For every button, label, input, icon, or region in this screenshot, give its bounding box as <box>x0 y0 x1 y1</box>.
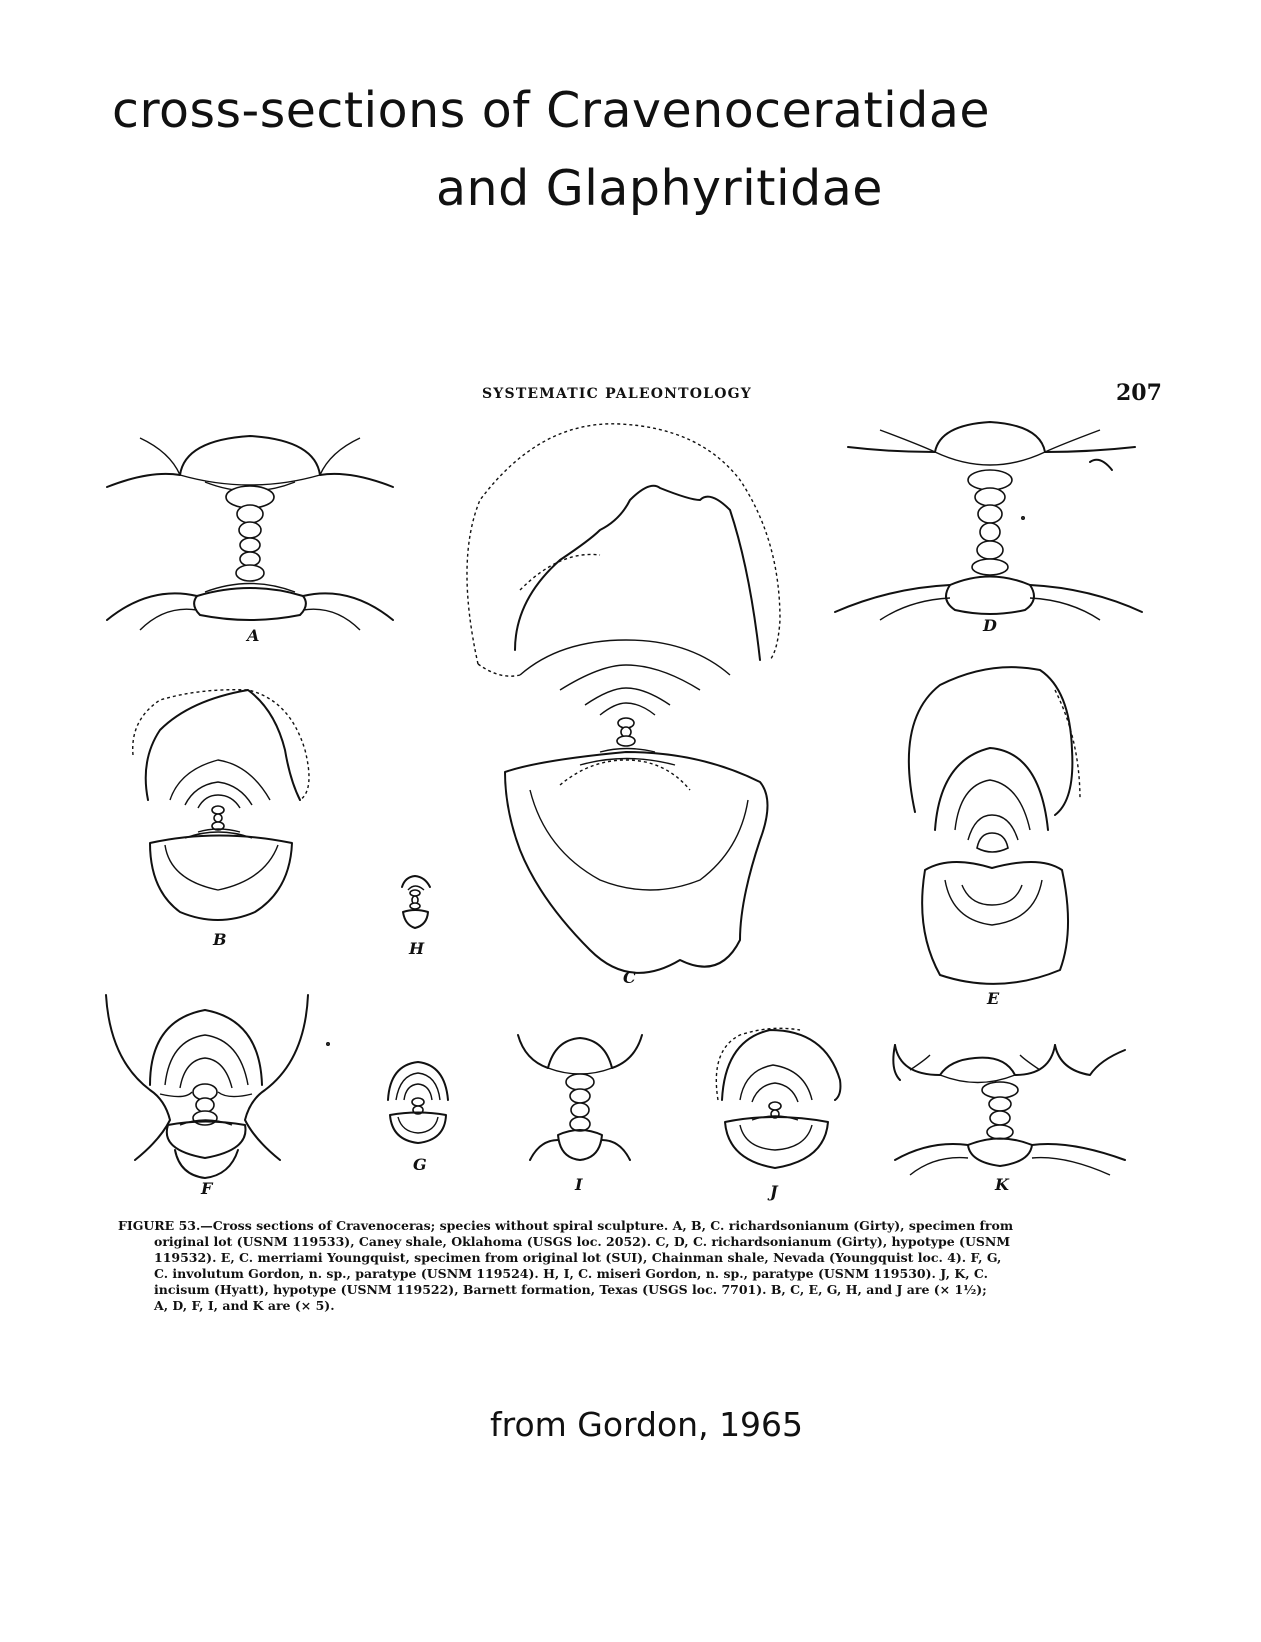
source-credit: from Gordon, 1965 <box>490 1405 804 1444</box>
panel-label-c: C <box>623 968 636 987</box>
panel-label-b: B <box>213 930 227 949</box>
cross-section-k <box>893 1045 1125 1194</box>
cross-section-e <box>909 667 1080 1008</box>
page-number: 207 <box>1116 380 1162 406</box>
panel-label-d: D <box>983 616 997 635</box>
caption-line: 119532). E, C. merriami Youngquist, specimen from original lot (SUI), Chainman shale, Nevada (Youngquist loc. 4). F, G, <box>154 1250 1002 1265</box>
page-title-line-2: and Glaphyritidae <box>436 160 883 217</box>
caption-line: FIGURE 53.—Cross sections of Cravenoceras; species without spiral sculpture. A, B, C. richardsonianum (Girty), specimen from <box>118 1218 1014 1233</box>
cross-section-d <box>835 422 1142 635</box>
cross-section-a <box>107 436 393 645</box>
cross-section-c <box>467 424 780 987</box>
running-head: SYSTEMATIC PALEONTOLOGY <box>482 386 752 402</box>
figure-caption <box>118 1218 1118 1314</box>
cross-section-h <box>402 876 430 958</box>
caption-line: A, D, F, I, and K are (× 5). <box>154 1298 335 1313</box>
panel-label-j: J <box>770 1182 778 1201</box>
panel-label-g: G <box>413 1155 427 1174</box>
panel-label-f: F <box>201 1179 213 1198</box>
caption-line: C. involutum Gordon, n. sp., paratype (USNM 119524). H, I, C. miseri Gordon, n. sp., paratype (USNM 119530). J, K, C. <box>154 1266 988 1281</box>
cross-section-i <box>518 1035 642 1194</box>
caption-line: original lot (USNM 119533), Caney shale, Oklahoma (USGS loc. 2052). C, D, C. richardsonianum (Girty), hypotype (USNM <box>154 1234 1011 1249</box>
panel-label-i: I <box>575 1175 583 1194</box>
page-title-line-1: cross-sections of Cravenoceratidae <box>112 82 991 139</box>
cross-section-j <box>716 1028 840 1201</box>
panel-label-e: E <box>987 989 1000 1008</box>
cross-section-g <box>388 1062 448 1174</box>
panel-label-h: H <box>409 939 425 958</box>
cross-section-f <box>106 995 308 1198</box>
panel-label-a: A <box>247 626 260 645</box>
cross-section-b <box>133 690 309 949</box>
caption-line: incisum (Hyatt), hypotype (USNM 119522), Barnett formation, Texas (USGS loc. 7701). B, C, E, G, H, and J are (× 1½); <box>154 1282 987 1297</box>
panel-label-k: K <box>995 1175 1009 1194</box>
